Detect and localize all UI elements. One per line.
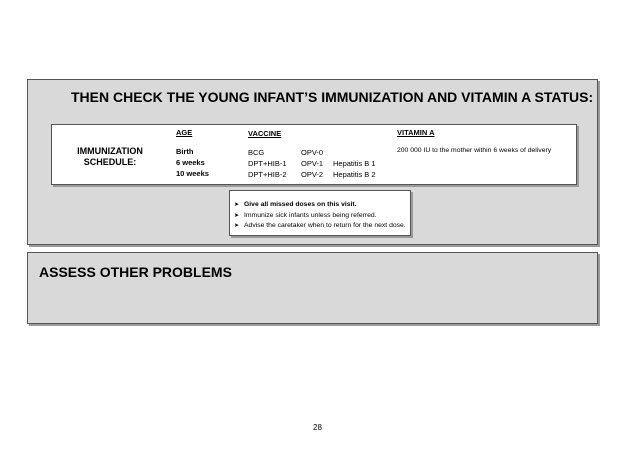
schedule-label [64,146,156,168]
vaccine-column-1 [248,147,287,180]
vaccine-cell: Hepatitis B 2 [333,170,376,179]
advice-item [234,211,410,222]
advice-item [234,221,410,232]
advice-text: Advise the caretaker when to return for the next dose. [244,222,406,229]
vaccine-cell: OPV-0 [301,148,324,157]
vaccine-column-2 [301,147,323,180]
age-cell: Birth [176,147,194,156]
vaccine-cell: Hepatitis B 1 [333,159,376,168]
vitamin-a-header: VITAMIN A [397,128,435,137]
schedule-label-line2: SCHEDULE: [83,157,137,167]
arrowhead-bullet-icon: ➤ [234,202,240,208]
vaccine-header: VACCINE [248,129,282,138]
assess-other-problems-panel [27,252,598,324]
advice-text: Give all missed doses on this visit. [244,201,357,208]
schedule-label-line1: IMMUNIZATION [77,146,143,156]
vaccine-cell: BCG [248,148,265,157]
page-number: 28 [313,423,322,432]
arrowhead-bullet-icon: ➤ [234,223,240,229]
age-header: AGE [176,128,193,137]
age-column [176,146,209,179]
advice-text: Immunize sick infants unless being referred. [244,211,377,219]
vaccine-cell: OPV-1 [301,159,324,168]
age-cell: 6 weeks [176,158,205,167]
age-cell: 10 weeks [176,169,209,178]
vitamin-a-dose: 200 000 IU to the mother within 6 weeks of delivery [397,147,552,154]
vaccine-cell: OPV-2 [301,170,324,179]
assess-other-problems-heading: ASSESS OTHER PROBLEMS [39,264,232,280]
arrowhead-bullet-icon: ➤ [234,212,240,219]
vaccine-cell: DPT+HIB-1 [248,159,287,168]
advice-item [234,200,410,211]
immunization-panel [27,79,598,245]
vaccine-column-3 [333,158,376,180]
immunization-heading: THEN CHECK THE YOUNG INFANT’S IMMUNIZATION AND VITAMIN A STATUS: [71,89,594,105]
immunization-schedule-box [51,124,577,185]
vaccine-cell: DPT+HIB-2 [248,170,287,179]
advice-box [229,190,411,236]
